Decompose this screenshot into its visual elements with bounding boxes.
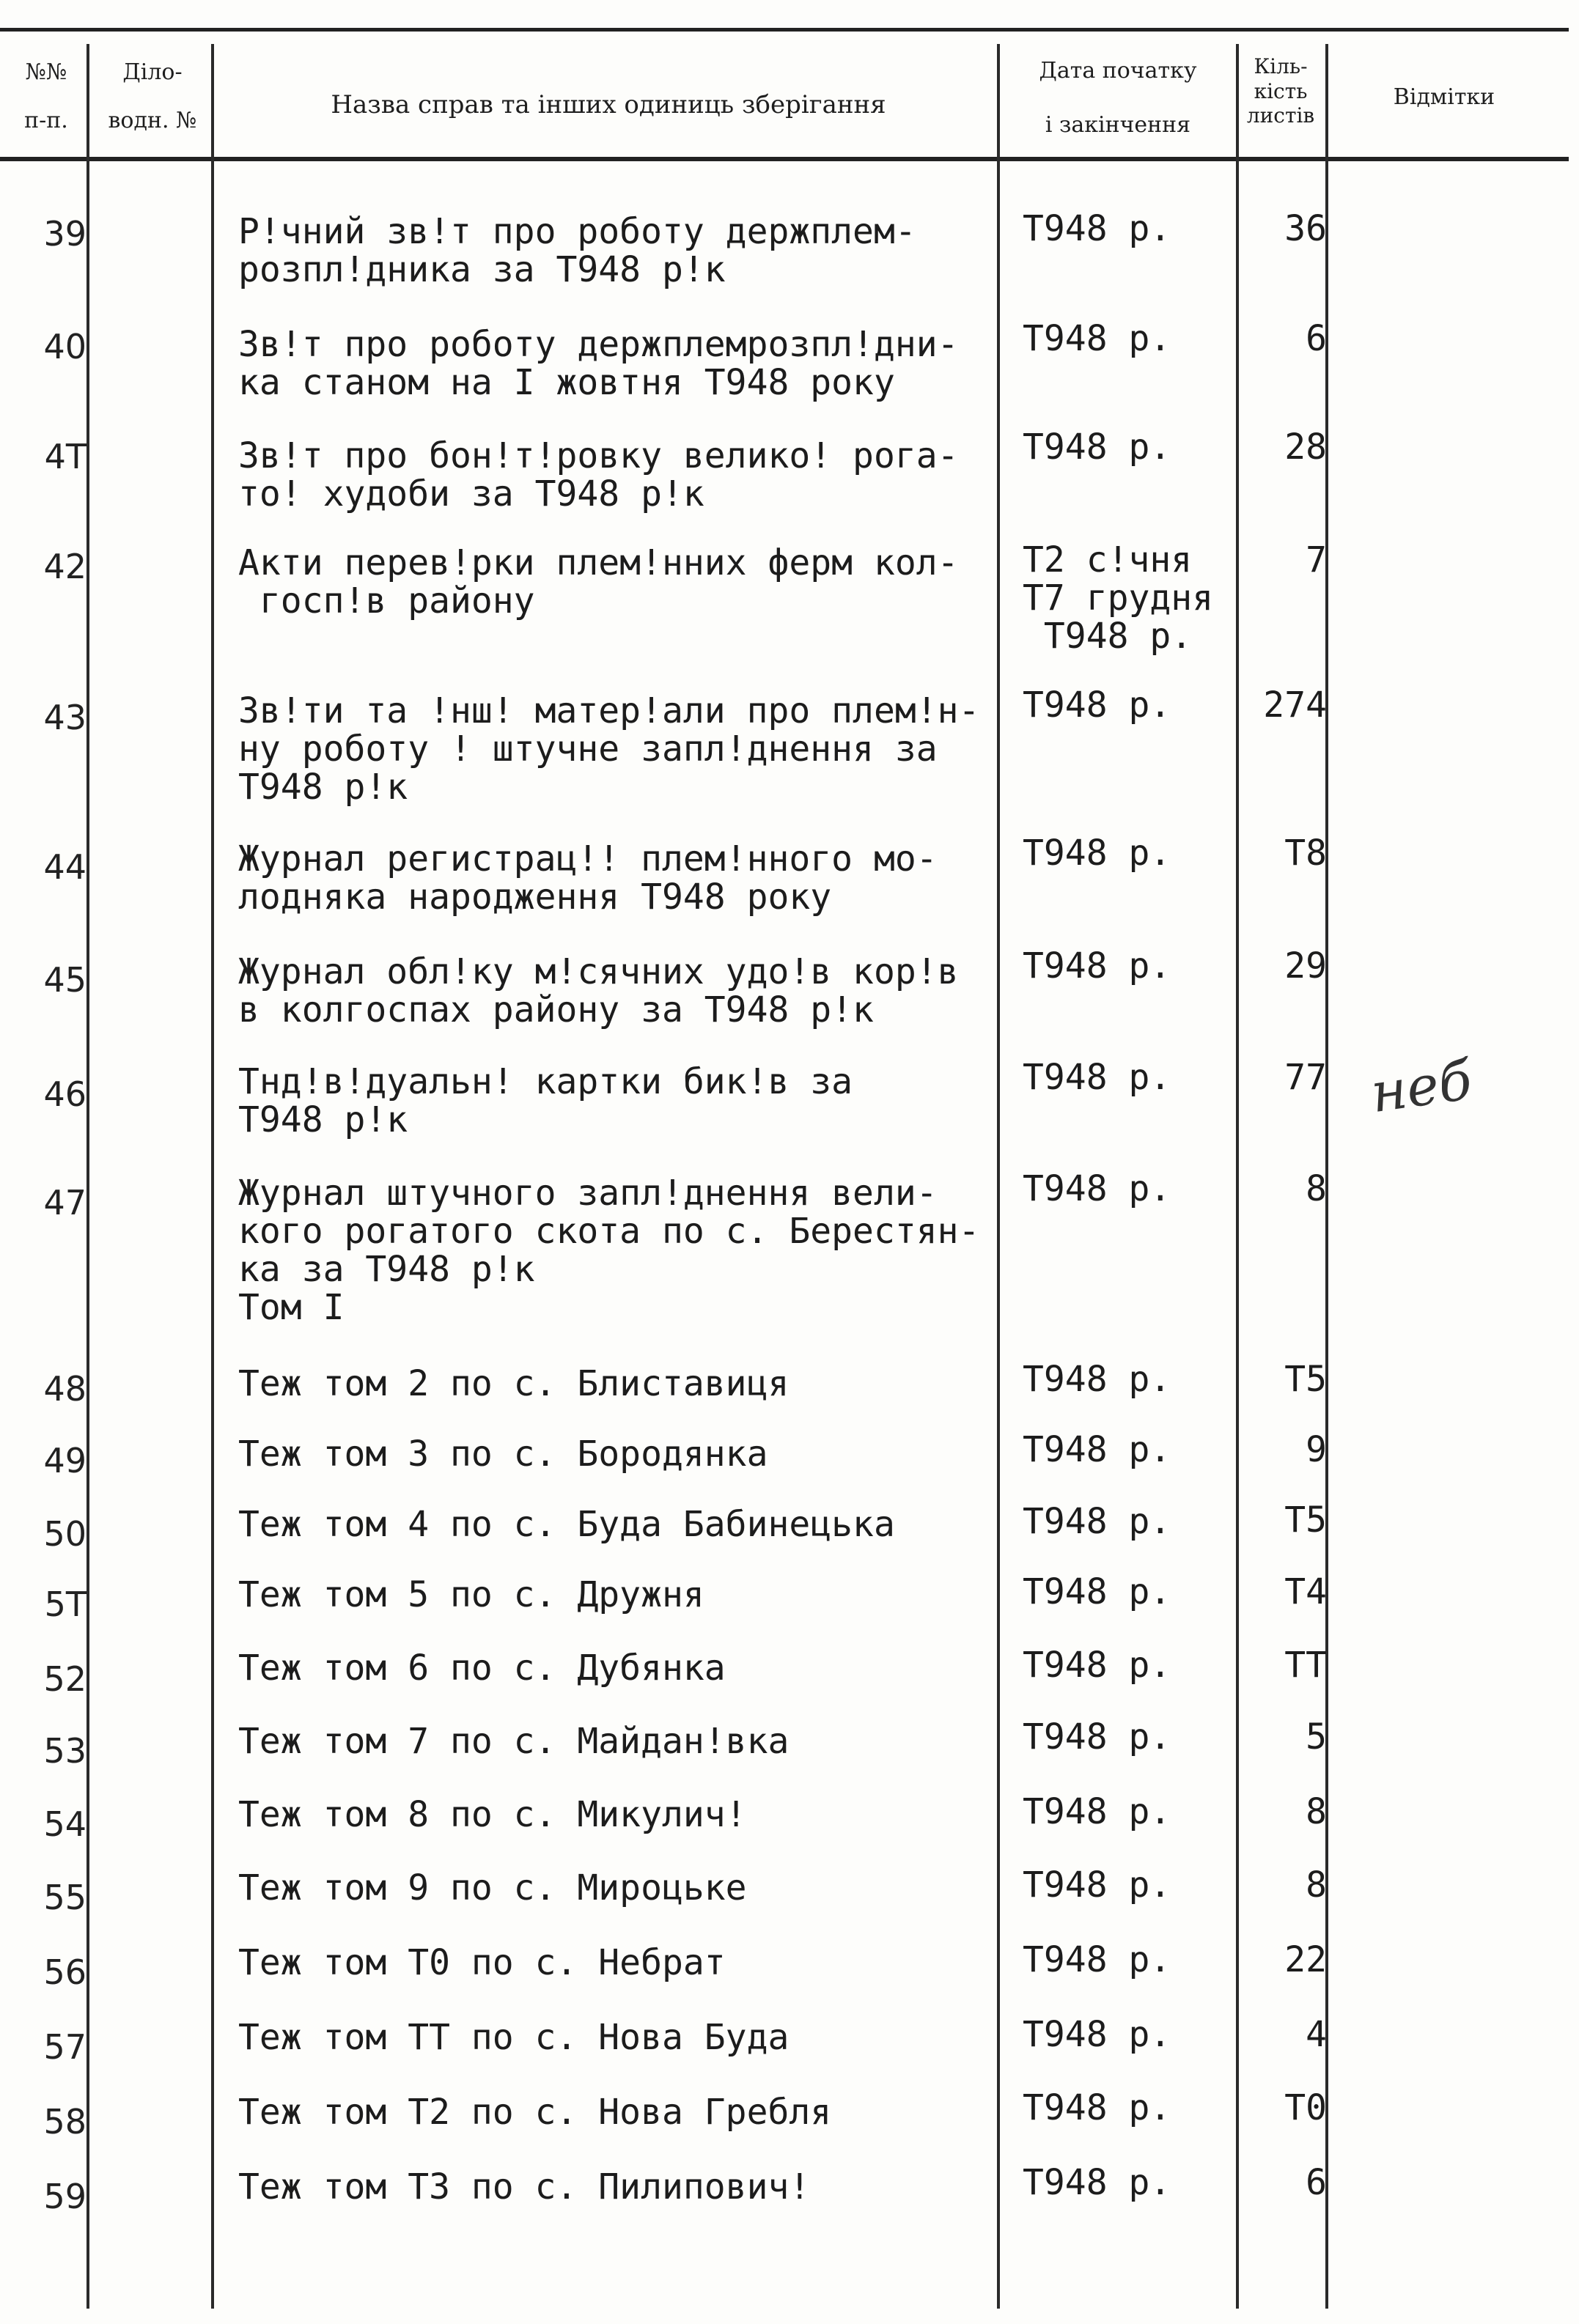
row-title: Теж том ТТ по с. Нова Буда: [238, 2017, 790, 2058]
row-dates: Т948 р.: [1023, 2014, 1171, 2055]
row-sheets: Т8: [1284, 833, 1327, 874]
header-col-dates-line2: і закінчення: [1045, 111, 1191, 138]
row-number: 49: [43, 1441, 87, 1480]
column-divider-2: [211, 44, 214, 2309]
header-col-num: [6, 59, 87, 134]
row-sheets: Т0: [1284, 2087, 1327, 2128]
header-col-num-line2: п-п.: [24, 107, 68, 133]
row-dates: Т948 р.: [1023, 1716, 1171, 1757]
row-dates: Т948 р.: [1023, 1864, 1171, 1906]
row-number: 40: [43, 327, 87, 366]
row-number: 42: [43, 547, 87, 586]
row-title: Теж том 2 по с. Блиставиця: [238, 1363, 790, 1404]
header-col-office: [94, 59, 211, 134]
row-title: Теж том 3 по с. Бородянка: [238, 1434, 768, 1475]
row-sheets: 22: [1284, 1939, 1327, 1980]
row-sheets: Т4: [1284, 1571, 1327, 1612]
header-col-dates-line1: Дата початку: [1039, 58, 1197, 84]
header-col-dates: [1004, 57, 1232, 139]
header-col-sheets-line2: кість: [1254, 78, 1308, 103]
row-title: Журнал регистрац!! плем!нного мо- лодняка народження Т948 року: [238, 838, 938, 918]
row-sheets: 9: [1306, 1429, 1327, 1470]
row-dates: Т948 р.: [1023, 1571, 1171, 1612]
header-col-office-line1: Діло-: [122, 59, 183, 85]
row-dates: Т948 р.: [1023, 1791, 1171, 1832]
row-title: Теж том Т2 по с. Нова Гребля: [238, 2092, 832, 2133]
column-divider-1: [87, 44, 89, 2309]
row-number: 59: [43, 2177, 87, 2216]
row-dates: Т948 р.: [1023, 2087, 1171, 2128]
handwritten-note: неб: [1366, 1048, 1476, 1126]
row-dates: Т948 р.: [1023, 945, 1171, 986]
header-col-title: Назва справ та інших одиниць зберігання: [331, 90, 886, 119]
row-dates: Т948 р.: [1023, 1501, 1171, 1542]
header-top-rule: [0, 28, 1569, 32]
header-col-sheets-line1: Кіль-: [1254, 54, 1308, 78]
row-title: Зв!т про бон!т!ровку велико! рога- то! худоби за Т948 р!к: [238, 435, 959, 514]
row-number: 58: [43, 2102, 87, 2142]
row-number: 45: [43, 960, 87, 1000]
row-number: 44: [43, 847, 87, 887]
row-sheets: 5: [1306, 1716, 1327, 1757]
row-dates: Т948 р.: [1023, 833, 1171, 874]
row-sheets: 7: [1306, 539, 1327, 580]
header-col-notes: Відмітки: [1393, 84, 1495, 110]
row-dates: Т948 р.: [1023, 1429, 1171, 1470]
row-number: 54: [43, 1804, 87, 1844]
row-number: 39: [43, 214, 87, 254]
row-sheets: 28: [1284, 427, 1327, 468]
row-dates: Т948 р.: [1023, 685, 1171, 726]
row-dates: Т948 р.: [1023, 1939, 1171, 1980]
row-title: Тнд!в!дуальн! картки бик!в за Т948 р!к: [238, 1061, 853, 1140]
row-sheets: 6: [1306, 318, 1327, 359]
row-title: Теж том 7 по с. Майдан!вка: [238, 1721, 790, 1762]
row-title: Теж том Т3 по с. Пилипович!: [238, 2166, 811, 2207]
row-number: 47: [43, 1183, 87, 1222]
row-sheets: 8: [1306, 1791, 1327, 1832]
row-title: Теж том 9 по с. Мироцьке: [238, 1867, 747, 1908]
row-sheets: 8: [1306, 1864, 1327, 1906]
header-col-sheets: [1236, 54, 1325, 128]
row-dates: Т948 р.: [1023, 1168, 1171, 1209]
row-number: 46: [43, 1074, 87, 1114]
row-number: 48: [43, 1369, 87, 1409]
row-number: 5Т: [44, 1585, 87, 1624]
row-dates: Т948 р.: [1023, 1057, 1171, 1098]
row-title: Зв!т про роботу держплемрозпл!дни- ка станом на I жовтня Т948 року: [238, 324, 959, 403]
row-dates: Т948 р.: [1023, 1359, 1171, 1400]
row-dates: Т948 р.: [1023, 2162, 1171, 2203]
row-sheets: Т5: [1284, 1359, 1327, 1400]
row-sheets: Т5: [1284, 1499, 1327, 1541]
header-bottom-rule: [0, 157, 1569, 161]
row-title: Зв!ти та !нш! матер!али про плем!н- ну роботу ! штучне запл!днення за Т948 р!к: [238, 690, 980, 808]
row-sheets: 29: [1284, 945, 1327, 986]
row-sheets: ТТ: [1284, 1645, 1327, 1686]
row-sheets: 4: [1306, 2014, 1327, 2055]
row-title: Акти перев!рки плем!нних ферм кол- госп!в району: [238, 542, 959, 621]
row-number: 50: [43, 1514, 87, 1554]
header-col-office-line2: водн. №: [108, 107, 197, 133]
row-title: Журнал штучного запл!днення вели- кого рогатого скота по с. Берестян- ка за Т948 р!к Том I: [238, 1173, 980, 1328]
row-number: 4Т: [44, 437, 87, 476]
row-title: Теж том 8 по с. Микулич!: [238, 1794, 747, 1835]
header-col-sheets-line3: листів: [1246, 103, 1315, 128]
row-dates: Т2 с!чня Т7 грудня Т948 р.: [1023, 539, 1214, 657]
row-title: Теж том Т0 по с. Небрат: [238, 1942, 726, 1983]
header-col-num-line1: №№: [25, 59, 67, 85]
row-dates: Т948 р.: [1023, 208, 1171, 249]
row-sheets: 8: [1306, 1168, 1327, 1209]
row-dates: Т948 р.: [1023, 318, 1171, 359]
row-sheets: 36: [1284, 208, 1327, 249]
row-sheets: 77: [1284, 1057, 1327, 1098]
row-number: 52: [43, 1659, 87, 1699]
row-title: Журнал обл!ку м!сячних удо!в кор!в в колгоспах району за Т948 р!к: [238, 951, 959, 1030]
row-number: 56: [43, 1952, 87, 1992]
row-number: 53: [43, 1731, 87, 1771]
row-sheets: 6: [1306, 2162, 1327, 2203]
row-dates: Т948 р.: [1023, 427, 1171, 468]
row-title: Теж том 5 по с. Дружня: [238, 1574, 704, 1615]
row-title: Теж том 6 по с. Дубянка: [238, 1648, 726, 1689]
row-number: 57: [43, 2027, 87, 2067]
row-number: 55: [43, 1878, 87, 1917]
row-title: Теж том 4 по с. Буда Бабинецька: [238, 1504, 895, 1545]
row-number: 43: [43, 698, 87, 737]
row-dates: Т948 р.: [1023, 1645, 1171, 1686]
row-sheets: 274: [1263, 685, 1327, 726]
row-title: Р!чний зв!т про роботу держплем- розпл!дника за Т948 р!к: [238, 211, 916, 290]
